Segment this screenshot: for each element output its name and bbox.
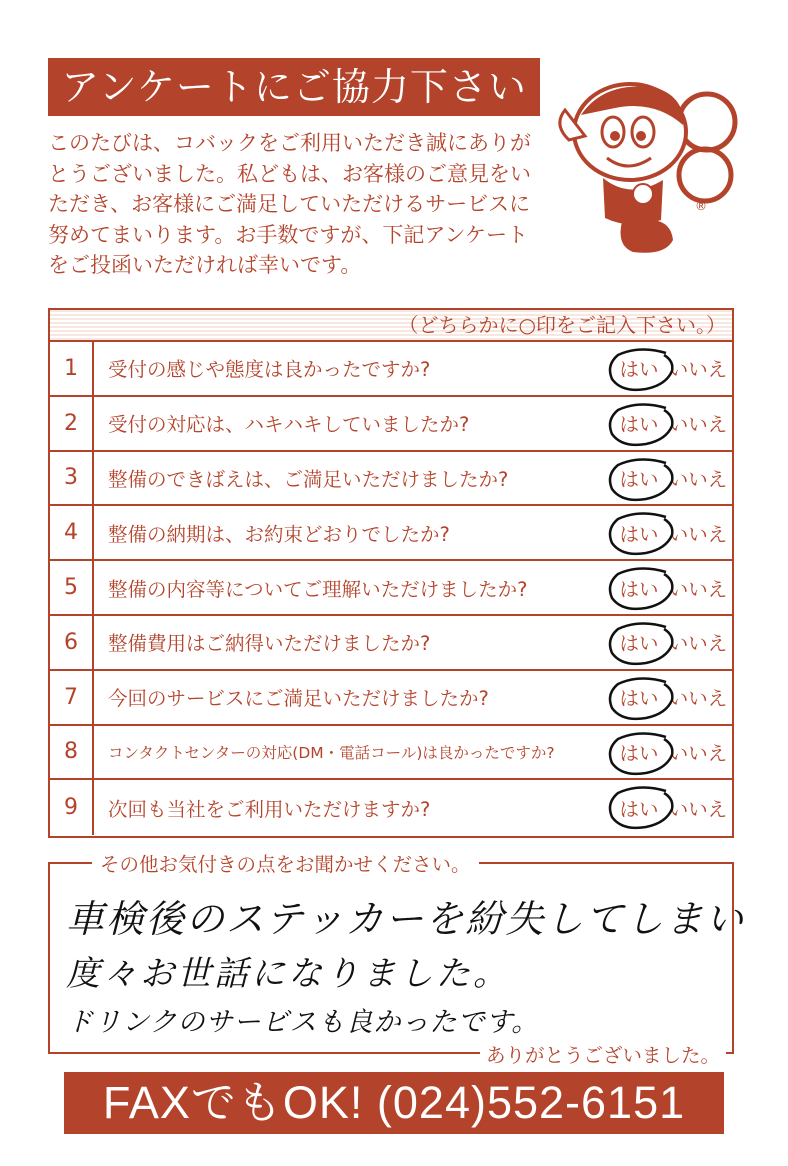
answer-no-option[interactable]: いいえ [668,358,728,382]
answer-no-option[interactable]: いいえ [668,577,728,601]
question-number: 2 [50,397,94,450]
handwritten-comment-line: 車検後のステッカーを紛失してしまい [66,897,746,941]
survey-table [48,308,734,838]
answer-yes-option[interactable]: はい [619,522,659,546]
question-row [50,671,732,726]
handwritten-comment-line: ドリンクのサービスも良かったです。 [66,1007,540,1038]
answer-yes-option[interactable]: はい [619,358,659,382]
answer-no-option[interactable]: いいえ [668,741,728,765]
question-number: 9 [50,780,94,835]
question-row [50,726,732,781]
answer-yes-option[interactable]: はい [619,467,659,491]
answer-no-option[interactable]: いいえ [668,413,728,437]
survey-instruction: （どちらかに○印をご記入下さい。） [50,310,732,342]
question-number: 1 [50,342,94,395]
question-row [50,452,732,507]
question-text: 整備の納期は、お約束どおりでしたか? [108,522,450,546]
answer-yes-option[interactable]: はい [619,741,659,765]
question-row [50,506,732,561]
question-text: 今回のサービスにご満足いただけましたか? [108,687,489,711]
answer-no-option[interactable]: いいえ [668,632,728,656]
intro-text: このたびは、コバックをご利用いただき誠にありがとうございました。私どもは、お客様のご意見をいただき、お客様にご満足していただけるサービスに努めてまいります。お手数ですが、下記アンケートをご投函いただければ幸いです。 [48,131,531,277]
answer-no-option[interactable]: いいえ [668,687,728,711]
question-text: 整備の内容等についてご理解いただけましたか? [108,577,528,601]
question-text: コンタクトセンターの対応(DM・電話コール)は良かったですか? [108,743,555,762]
answer-yes-option[interactable]: はい [619,632,659,656]
question-list [50,342,732,835]
question-row [50,780,732,835]
question-number: 3 [50,452,94,505]
answer-no-option[interactable]: いいえ [668,522,728,546]
question-text: 次回も当社をご利用いただけますか? [108,797,431,821]
question-row [50,616,732,671]
page-title: アンケートにご協力下さい [48,58,540,116]
question-number: 5 [50,561,94,614]
question-number: 7 [50,671,94,724]
question-number: 4 [50,506,94,559]
answer-yes-option[interactable]: はい [619,687,659,711]
comment-heading: その他お気付きの点をお聞かせください。 [92,849,479,877]
answer-yes-option[interactable]: はい [619,577,659,601]
question-text: 整備のできばえは、ご満足いただけましたか? [108,467,509,491]
answer-yes-option[interactable]: はい [619,797,659,821]
fax-banner: FAXでもOK! (024)552-6151 [64,1072,724,1134]
question-number: 8 [50,726,94,779]
mascot-character-icon [545,70,745,260]
question-text: 受付の感じや態度は良かったですか? [108,358,431,382]
answer-no-option[interactable]: いいえ [668,797,728,821]
answer-yes-option[interactable]: はい [619,413,659,437]
handwritten-comment-line: 度々お世話になりました。 [66,954,510,994]
question-number: 6 [50,616,94,669]
closing-thanks: ありがとうございました。 [480,1040,726,1068]
question-row [50,561,732,616]
question-text: 整備費用はご納得いただけましたか? [108,632,431,656]
question-row [50,397,732,452]
answer-no-option[interactable]: いいえ [668,467,728,491]
question-text: 受付の対応は、ハキハキしていましたか? [108,413,470,437]
question-row [50,342,732,397]
registered-mark: ® [695,199,707,213]
